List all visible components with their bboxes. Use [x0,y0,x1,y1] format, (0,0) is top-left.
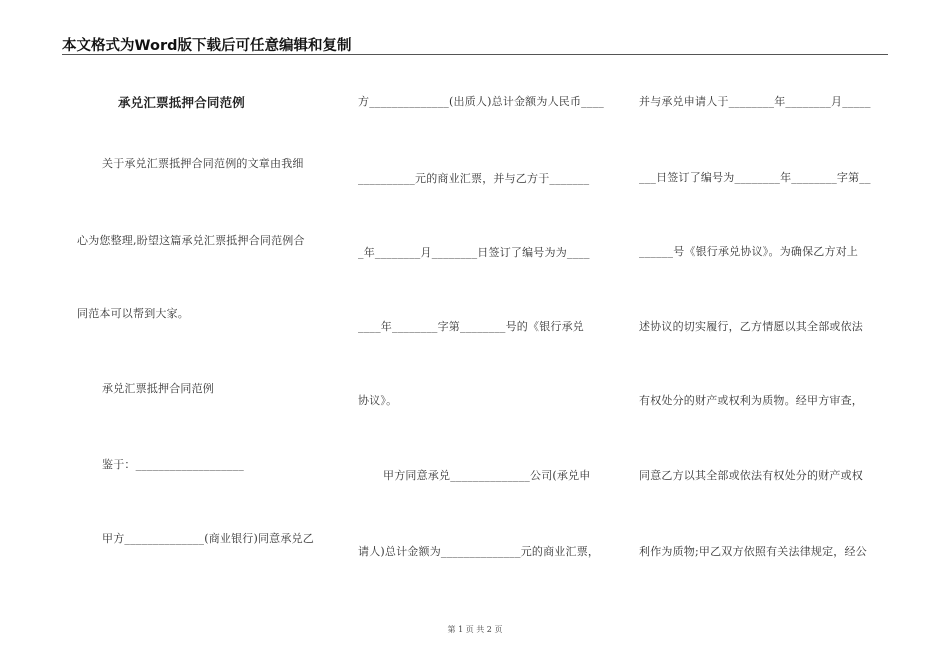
section-heading: 承兑汇票抵押合同范例 [102,382,214,395]
header-divider [62,54,888,55]
text-line: 同范本可以帮到大家。 [77,307,189,320]
text-line: 述协议的切实履行，乙方情愿以其全部或依法 [639,320,863,333]
text-line: 同意乙方以其全部或依法有权处分的财产或权 [639,469,863,482]
text-line: 鉴于：___________________ [102,458,244,471]
text-line: 请人)总计金额为______________元的商业汇票， [358,545,600,558]
document-banner: 本文格式为Word版下载后可任意编辑和复制 [62,38,352,54]
text-line: 有权处分的财产或权利为质物。经甲方审查， [639,394,863,407]
text-line: 并与承兑申请人于________年________月_____ [639,95,871,108]
text-line: 利作为质物;甲乙双方依照有关法律规定，经公 [639,545,867,558]
text-line: 关于承兑汇票抵押合同范例的文章由我细 [102,157,304,170]
text-line: 协议》。 [358,394,398,407]
text-line: 甲方同意承兑______________公司(承兑申 [383,469,591,482]
text-line: __________元的商业汇票，并与乙方于_______ [358,172,590,185]
page-number: 第 1 页 共 2 页 [447,625,503,634]
document-title: 承兑汇票抵押合同范例 [118,95,246,110]
text-line: ____年________字第________号的《银行承兑 [358,320,584,333]
text-line: ___日签订了编号为________年________字第__ [639,171,871,184]
text-line: _年________月________日签订了编号为为____ [358,246,590,259]
text-line: 甲方______________(商业银行)同意承兑乙 [102,532,314,545]
text-line: ______号《银行承兑协议》。为确保乙方对上 [639,245,859,258]
text-line: 心为您整理,盼望这篇承兑汇票抵押合同范例合 [77,234,305,247]
text-line: 方______________(出质人)总计金额为人民币____ [358,95,604,108]
